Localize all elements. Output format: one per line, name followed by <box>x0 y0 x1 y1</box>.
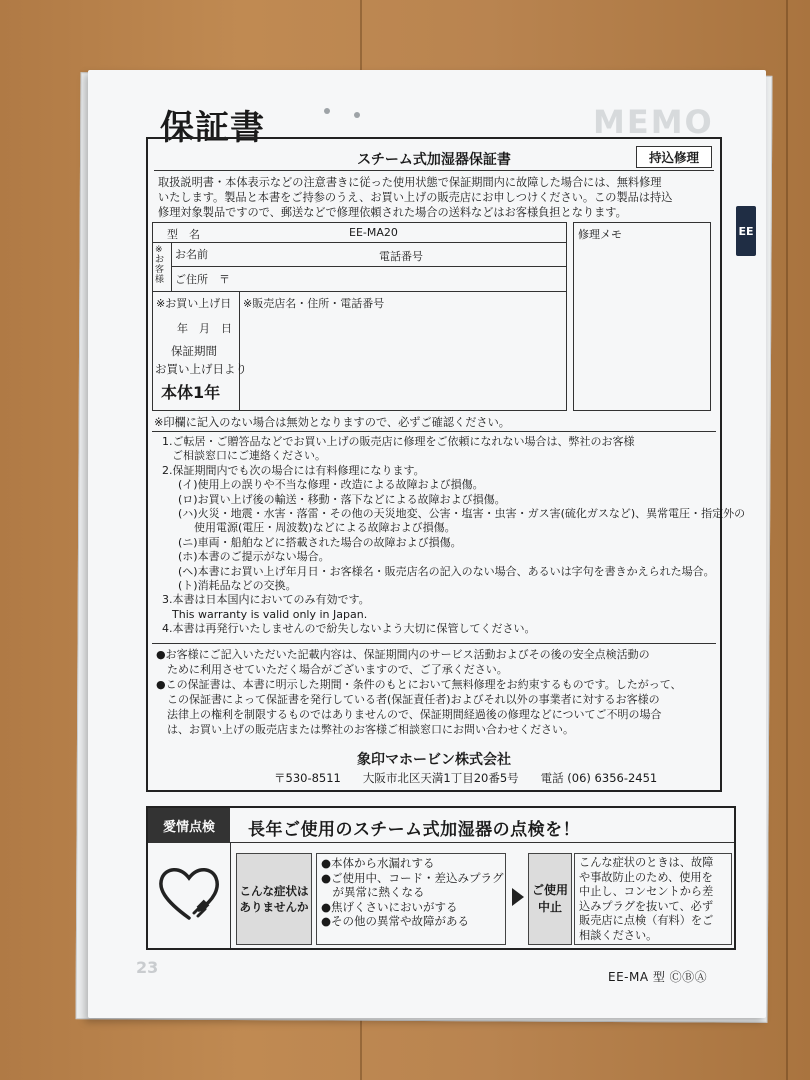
note-line: 法律上の権利を制限するものではありませんので、保証期間経過後の修理などについてご不明の場合 <box>156 708 662 721</box>
repair-type-badge: 持込修理 <box>636 146 712 168</box>
term-line: 2.保証期間内でも次の場合には有料修理になります。 <box>162 463 425 477</box>
stop-text-line: 相談ください。 <box>579 928 658 942</box>
hole-dots <box>324 108 384 118</box>
stop-use-text <box>574 853 732 945</box>
period-value: 本体1年 <box>161 383 221 402</box>
heart-plug-icon <box>154 858 224 928</box>
intro-text <box>158 175 710 220</box>
term-line: (イ)使用上の誤りや不当な修理・改造による故障および損傷。 <box>178 478 484 492</box>
notes-list <box>156 647 712 737</box>
intro-line: 修理対象製品ですので、郵送などで修理依頼された場合の送料などはお客様負担となります。 <box>158 206 627 219</box>
symptom-item: ●本体から水漏れする <box>321 856 435 870</box>
model-value: EE-MA20 <box>349 226 398 239</box>
term-line: (ト)消耗品などの交換。 <box>178 579 297 593</box>
stop-text-line: や事故防止のため、使用を <box>579 870 713 884</box>
street-address: 大阪市北区天満1丁目20番5号 <box>362 771 519 785</box>
name-label: お名前 <box>175 248 208 261</box>
warranty-page <box>88 70 766 1018</box>
customer-label: ※お客様 <box>155 245 165 285</box>
term-line: 3.本書は日本国内においてのみ有効です。 <box>162 593 370 607</box>
intro-line: いたします。製品と本書をご持参のうえ、お買い上げの販売店にお申しつけください。この製品は持込 <box>158 191 673 204</box>
note-line: この保証書によって保証書を発行している者(保証責任者)およびそれ以外の事業者に対するお客様の <box>156 693 660 706</box>
note-line: ために利用させていただく場合がございますので、ご了承ください。 <box>156 663 508 676</box>
repair-memo-label: 修理メモ <box>578 228 622 241</box>
term-line: (ハ)火災・地震・水害・落雷・その他の天災地変、公害・塩害・虫害・ガス害(硫化ガスなど)、異常電圧・指定外の <box>178 507 746 521</box>
term-line: 使用電源(電圧・周波数)などによる故障および損傷。 <box>194 521 456 535</box>
symptom-item: が異常に熱くなる <box>321 885 425 899</box>
inspection-label: 愛情点検 <box>148 808 230 842</box>
term-line: (ホ)本書のご提示がない場合。 <box>178 550 330 564</box>
inspection-title: 長年ご使用のスチーム式加湿器の点検を！ <box>248 820 581 840</box>
phone-label: 電話番号 <box>379 250 423 263</box>
divider <box>230 842 231 948</box>
shop-label: ※販売店名・住所・電話番号 <box>243 297 385 310</box>
term-line: ご相談窓口にご連絡ください。 <box>172 449 326 463</box>
term-line: 4.本書は再発行いたしませんので紛失しないよう大切に保管してください。 <box>162 622 536 636</box>
divider <box>152 643 716 644</box>
memo-ghost-text: MEMO <box>593 103 714 141</box>
stop-text-line: 販売店に点検（有料）をご <box>579 914 714 927</box>
side-tab: EE <box>736 206 756 256</box>
footer-model: EE-MA 型 ⒸⒷⒶ <box>608 970 708 984</box>
customer-form <box>152 222 567 411</box>
symptom-question-text: こんな症状は ありませんか <box>239 884 309 914</box>
note-line: ●この保証書は、本書に明示した期間・条件のもとにおいて無料修理をお約束するものです。したがって、 <box>156 678 682 691</box>
symptom-list <box>316 853 506 945</box>
period-label: 保証期間 <box>171 344 217 358</box>
warranty-box <box>146 137 746 792</box>
invalid-note: ※印欄に記入のない場合は無効となりますので、必ずご確認ください。 <box>154 416 510 429</box>
term-line: This warranty is valid only in Japan. <box>172 607 368 621</box>
symptom-item: ●ご使用中、コード・差込みプラグ <box>321 870 504 885</box>
repair-memo-box <box>573 222 711 411</box>
symptom-item: ●その他の異常や故障がある <box>321 914 470 928</box>
divider <box>154 170 714 171</box>
phone-number: 電話 (06) 6356-2451 <box>540 771 658 785</box>
inspection-box <box>146 806 736 950</box>
period-from: お買い上げ日より <box>155 362 247 376</box>
warranty-heading: スチーム式加湿器保証書 <box>357 152 511 168</box>
stop-use-label: ご使用 中止 <box>531 883 568 914</box>
symptom-item: ●焦げくさいにおいがする <box>321 899 458 914</box>
term-line: 1.ご転居・ご贈答品などでお買い上げの販売店に修理をご依頼になれない場合は、弊社のお客様 <box>162 435 635 448</box>
term-line: (ロ)お買い上げ後の輸送・移動・落下などによる故障および損傷。 <box>178 492 506 506</box>
company-address <box>274 770 679 786</box>
symptom-question <box>236 853 312 945</box>
page-number: 23 <box>136 958 159 977</box>
purchase-date-label: ※お買い上げ日 <box>156 297 232 310</box>
stop-use-box <box>528 853 572 945</box>
divider <box>152 431 716 432</box>
term-line: (ニ)車両・船舶などに搭載された場合の故障および損傷。 <box>178 535 462 549</box>
model-label: 型 名 <box>167 228 200 241</box>
wood-seam <box>786 0 788 1080</box>
page-title: 保証書 <box>160 108 265 148</box>
company-name: 象印マホービン株式会社 <box>357 752 511 768</box>
note-line: は、お買い上げの販売店または弊社のお客様ご相談窓口にお問い合わせください。 <box>156 723 574 736</box>
stop-text-line: こんな症状のときは、故障 <box>579 856 714 869</box>
divider <box>148 842 734 843</box>
stop-text-line: 込みプラグを抜いて、必ず <box>579 899 714 913</box>
term-line: (ヘ)本書にお買い上げ年月日・お客様名・販売店名の記入のない場合、あるいは字句を書きかえられた場合。 <box>178 564 715 578</box>
arrow-right-icon <box>512 888 524 906</box>
stop-text-line: 中止し、コンセントから差 <box>579 885 714 898</box>
postal-code: 〒530-8511 <box>274 771 341 785</box>
intro-line: 取扱説明書・本体表示などの注意書きに従った使用状態で保証期間内に故障した場合には、無料修理 <box>158 176 662 189</box>
terms-list <box>162 435 746 637</box>
note-line: ●お客様にご記入いただいた記載内容は、保証期間内のサービス活動およびその後の安全点検活動の <box>156 648 650 661</box>
date-format: 年 月 日 <box>177 322 232 335</box>
address-label: ご住所 〒 <box>175 273 230 286</box>
